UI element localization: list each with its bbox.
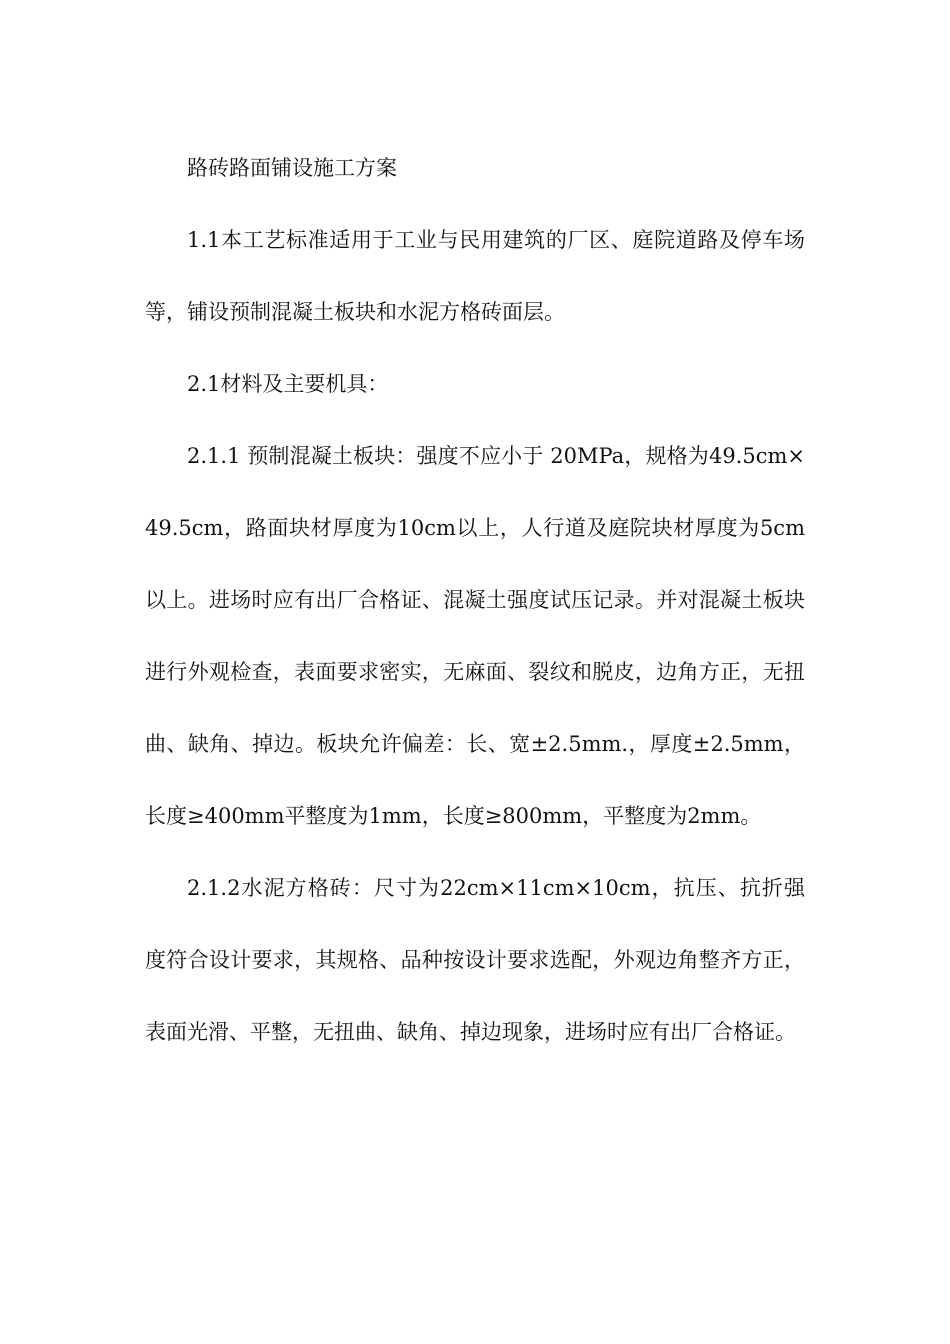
document-body [145,132,805,1068]
paragraph-materials-heading: 2.1材料及主要机具： [187,372,389,396]
paragraph-cement-grid-brick: 2.1.2水泥方格砖：尺寸为22cm×11cm×10cm，抗压、抗折强度符合设计要求，其规格、品种按设计要求选配，外观边角整齐方正，表面光滑、平整，无扭曲、缺角、掉边现象，进场时应有出厂合格证。 [145,876,805,1044]
paragraph-precast-concrete: 2.1.1 预制混凝土板块：强度不应小于 20MPa，规格为49.5cm×49.5cm，路面块材厚度为10cm以上，人行道及庭院块材厚度为5cm以上。进场时应有出厂合格证、混凝土强度试压记录。并对混凝土板块进行外观检查，表面要求密实，无麻面、裂纹和脱皮，边角方正，无扭曲、缺角、掉边。板块允许偏差：长、宽±2.5mm.，厚度±2.5mm，长度≥400mm平整度为1mm，长度≥800mm，平整度为2mm。 [145,444,805,828]
paragraph-scope: 1.1本工艺标准适用于工业与民用建筑的厂区、庭院道路及停车场等，铺设预制混凝土板块和水泥方格砖面层。 [145,228,805,324]
document-title: 路砖路面铺设施工方案 [187,156,397,180]
